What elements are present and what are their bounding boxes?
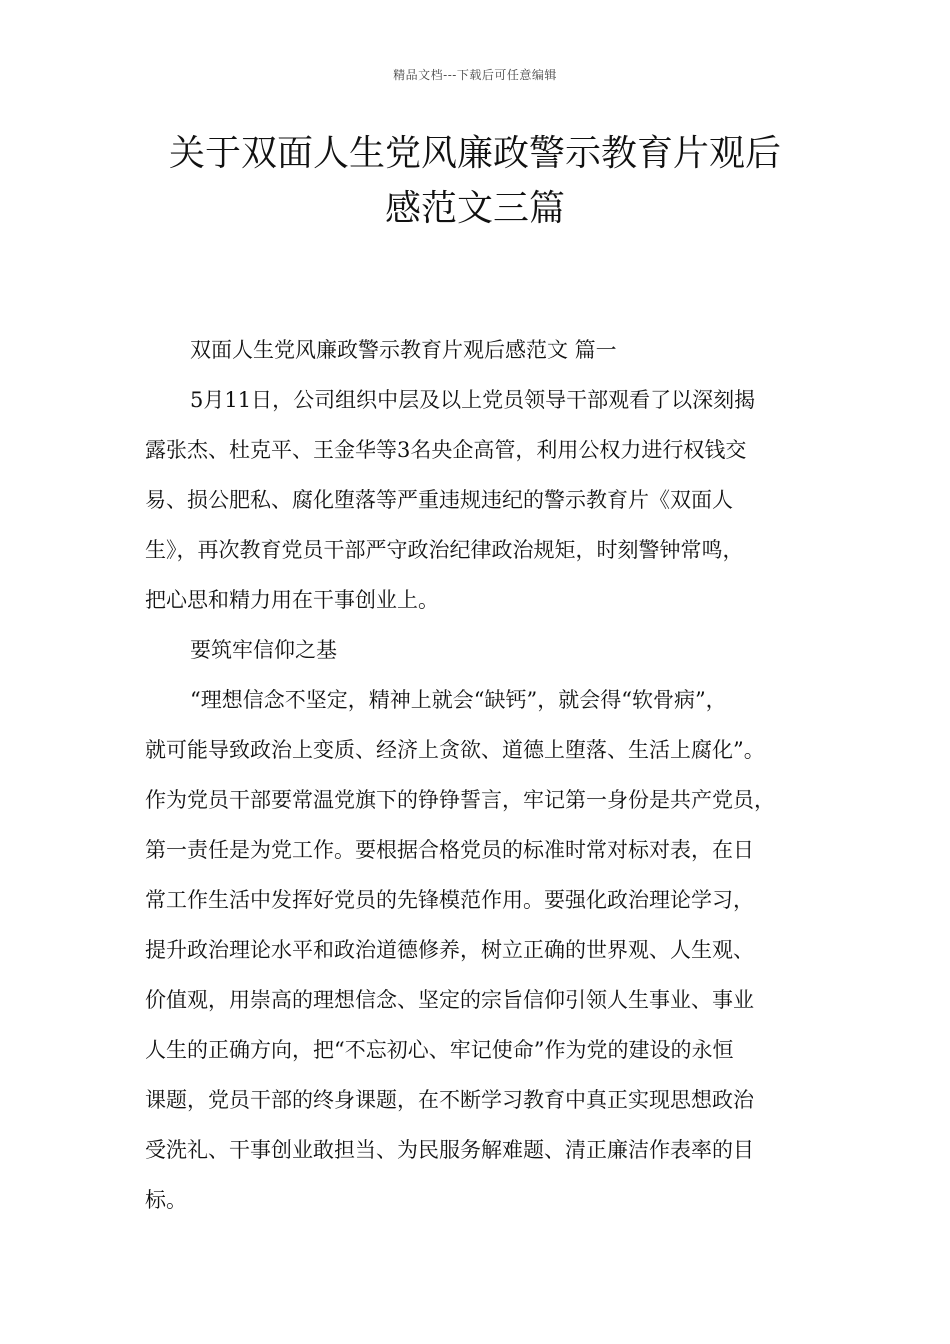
- paragraph-line: 价值观，用崇高的理想信念、坚定的宗旨信仰引领人生事业、事业: [145, 988, 754, 1012]
- paragraph-line: 易、损公肥私、腐化堕落等严重违规违纪的警示教育片《双面人: [145, 488, 733, 512]
- paragraph-1: [145, 375, 825, 625]
- document-title: [120, 126, 830, 236]
- paragraph-line: 受洗礼、干事创业敢担当、为民服务解难题、清正廉洁作表率的目: [145, 1138, 754, 1162]
- subheading: 要筑牢信仰之基: [190, 638, 337, 662]
- paragraph-line: 标。: [145, 1188, 187, 1212]
- title-line-2: 感范文三篇: [384, 188, 565, 229]
- paragraph-line: 生》，再次教育党员干部严守政治纪律政治规矩，时刻警钟常鸣，: [145, 538, 744, 562]
- paragraph-line: “理想信念不坚定，精神上就会“缺钙”，就会得“软骨病”，: [190, 688, 727, 712]
- title-line-1: 关于双面人生党风廉政警示教育片观后: [168, 133, 781, 174]
- page-header: 精品文档---下载后可任意编辑: [393, 68, 557, 82]
- paragraph-line: 露张杰、杜克平、王金华等3名央企高管，利用公权力进行权钱交: [145, 438, 747, 462]
- paragraph-line: 把心思和精力用在干事创业上。: [145, 588, 439, 612]
- paragraph-2: [145, 675, 825, 1225]
- paragraph-line: 第一责任是为党工作。要根据合格党员的标准时常对标对表，在日: [145, 838, 754, 862]
- paragraph-line: 5月11日，公司组织中层及以上党员领导干部观看了以深刻揭: [190, 388, 756, 412]
- section-heading: 双面人生党风廉政警示教育片观后感范文 篇一: [190, 338, 617, 362]
- paragraph-line: 就可能导致政治上变质、经济上贪欲、道德上堕落、生活上腐化”。: [145, 738, 765, 762]
- paragraph-line: 作为党员干部要常温党旗下的铮铮誓言，牢记第一身份是共产党员，: [145, 788, 775, 812]
- paragraph-line: 课题，党员干部的终身课题，在不断学习教育中真正实现思想政治: [145, 1088, 754, 1112]
- document-body: [145, 325, 825, 1225]
- paragraph-line: 人生的正确方向，把“不忘初心、牢记使命”作为党的建设的永恒: [145, 1038, 734, 1062]
- paragraph-line: 提升政治理论水平和政治道德修养，树立正确的世界观、人生观、: [145, 938, 754, 962]
- paragraph-line: 常工作生活中发挥好党员的先锋模范作用。要强化政治理论学习，: [145, 888, 754, 912]
